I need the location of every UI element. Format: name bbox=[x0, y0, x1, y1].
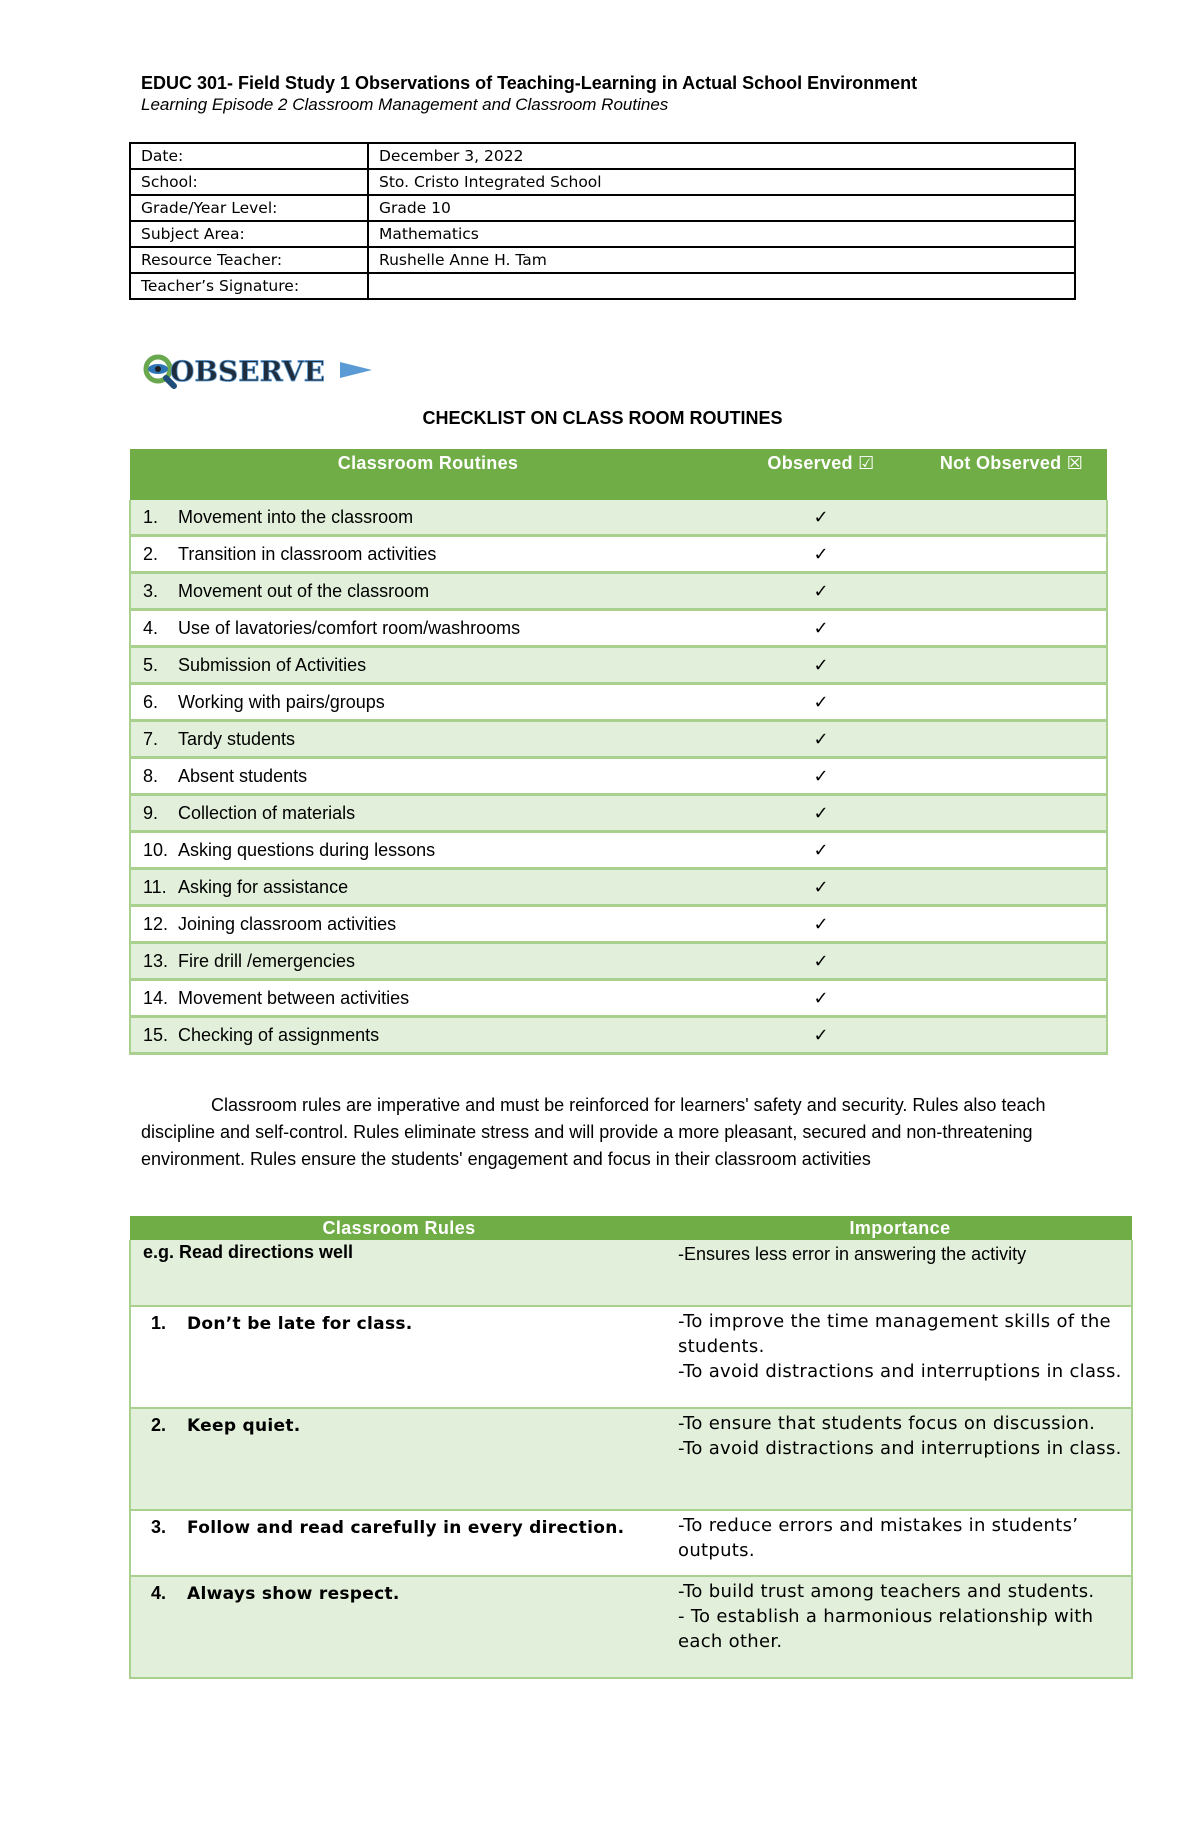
not-observed-cell bbox=[916, 684, 1107, 721]
info-label: Date: bbox=[130, 143, 368, 169]
routine-row bbox=[130, 980, 1107, 1017]
document-subtitle: Learning Episode 2 Classroom Management and Classroom Routines bbox=[141, 95, 669, 114]
not-observed-cell bbox=[916, 573, 1107, 610]
not-observed-cell bbox=[916, 832, 1107, 869]
observed-check-icon: ✓ bbox=[726, 610, 916, 647]
not-observed-cell bbox=[916, 721, 1107, 758]
info-value bbox=[368, 273, 1075, 299]
document-header bbox=[141, 72, 917, 116]
routine-row bbox=[130, 610, 1107, 647]
routine-row bbox=[130, 943, 1107, 980]
routine-row bbox=[130, 500, 1107, 536]
document-title: EDUC 301- Field Study 1 Observations of Teaching-Learning in Actual School Environment bbox=[141, 73, 918, 93]
routine-number: 8. bbox=[143, 765, 159, 786]
routine-row bbox=[130, 647, 1107, 684]
not-observed-cell bbox=[916, 500, 1107, 536]
routine-label bbox=[130, 795, 726, 832]
observe-logo-text: OBSERVE bbox=[170, 355, 325, 388]
rules-paragraph-text: Classroom rules are imperative and must be reinforced for learners' safety and security. Rules also teach discipline and self-control. Rules eliminate stress and will provide a more pleasant, secured and non-threatening environment. Rules ensure the students' engagement and focus in their classroom activities bbox=[141, 1095, 1046, 1169]
rules-row bbox=[130, 1510, 1132, 1576]
routine-text: Transition in classroom activities bbox=[178, 543, 437, 564]
info-value: Mathematics bbox=[368, 221, 1075, 247]
info-value: Grade 10 bbox=[368, 195, 1075, 221]
importance-cell bbox=[668, 1306, 1132, 1408]
info-value: December 3, 2022 bbox=[368, 143, 1075, 169]
routine-number: 5. bbox=[143, 654, 159, 675]
routine-row bbox=[130, 795, 1107, 832]
routine-label bbox=[130, 943, 726, 980]
routine-label bbox=[130, 536, 726, 573]
example-importance: -Ensures less error in answering the activity bbox=[668, 1240, 1132, 1306]
routine-text: Movement between activities bbox=[178, 987, 410, 1008]
importance-line: -To avoid distractions and interruptions in class. bbox=[678, 1438, 1122, 1459]
importance-line: -To ensure that students focus on discussion. bbox=[678, 1413, 1096, 1434]
info-row bbox=[130, 169, 1075, 195]
routine-number: 15. bbox=[143, 1024, 169, 1045]
routine-text: Joining classroom activities bbox=[178, 913, 397, 934]
importance-col-header: Importance bbox=[668, 1216, 1132, 1240]
observed-check-icon: ✓ bbox=[726, 647, 916, 684]
not-observed-cell bbox=[916, 869, 1107, 906]
routine-number: 14. bbox=[143, 987, 169, 1008]
routine-row bbox=[130, 832, 1107, 869]
routine-text: Asking questions during lessons bbox=[178, 839, 436, 860]
routines-table bbox=[129, 449, 1108, 1055]
info-label: Resource Teacher: bbox=[130, 247, 368, 273]
observed-check-icon: ✓ bbox=[726, 684, 916, 721]
not-observed-cell bbox=[916, 795, 1107, 832]
routine-row bbox=[130, 573, 1107, 610]
importance-line: -To avoid distractions and interruptions in class. bbox=[678, 1361, 1122, 1382]
observed-check-icon: ✓ bbox=[726, 869, 916, 906]
routine-text: Fire drill /emergencies bbox=[178, 950, 356, 971]
routine-label bbox=[130, 869, 726, 906]
rule-text: Follow and read carefully in every direction. bbox=[187, 1518, 625, 1538]
routine-row bbox=[130, 684, 1107, 721]
observed-check-icon: ✓ bbox=[726, 1017, 916, 1054]
not-observed-cell bbox=[916, 943, 1107, 980]
rule-cell bbox=[130, 1576, 668, 1678]
example-rule: e.g. Read directions well bbox=[130, 1240, 668, 1306]
routine-number: 4. bbox=[143, 617, 159, 638]
info-row bbox=[130, 221, 1075, 247]
routine-row bbox=[130, 721, 1107, 758]
rule-number: 4. bbox=[151, 1583, 167, 1603]
routine-row bbox=[130, 1017, 1107, 1054]
rules-paragraph bbox=[141, 1092, 1061, 1173]
info-row bbox=[130, 247, 1075, 273]
rule-text: Don’t be late for class. bbox=[187, 1314, 413, 1334]
routine-label bbox=[130, 573, 726, 610]
rule-number: 3. bbox=[151, 1517, 167, 1537]
routine-row bbox=[130, 758, 1107, 795]
routine-label bbox=[130, 980, 726, 1017]
not-observed-cell bbox=[916, 906, 1107, 943]
info-row bbox=[130, 273, 1075, 299]
rule-cell bbox=[130, 1510, 668, 1576]
observed-check-icon: ✓ bbox=[726, 536, 916, 573]
rule-number: 1. bbox=[151, 1313, 167, 1333]
routine-row bbox=[130, 536, 1107, 573]
routine-number: 11. bbox=[143, 876, 167, 897]
routine-label bbox=[130, 647, 726, 684]
importance-line: -To reduce errors and mistakes in students’ outputs. bbox=[678, 1515, 1079, 1561]
importance-line: - To establish a harmonious relationship with each other. bbox=[678, 1606, 1094, 1652]
routine-text: Tardy students bbox=[178, 728, 296, 749]
rules-col-header: Classroom Rules bbox=[130, 1216, 668, 1240]
info-label: School: bbox=[130, 169, 368, 195]
routine-text: Asking for assistance bbox=[178, 876, 349, 897]
routine-number: 9. bbox=[143, 802, 159, 823]
routine-label bbox=[130, 758, 726, 795]
observed-check-icon: ✓ bbox=[726, 795, 916, 832]
routine-row bbox=[130, 906, 1107, 943]
rules-header bbox=[130, 1216, 1132, 1240]
observed-check-icon: ✓ bbox=[726, 721, 916, 758]
routine-text: Movement out of the classroom bbox=[178, 580, 430, 601]
routine-label bbox=[130, 500, 726, 536]
routines-col-header: Classroom Routines bbox=[130, 449, 726, 500]
routine-label bbox=[130, 610, 726, 647]
rules-table bbox=[129, 1216, 1133, 1679]
rule-text: Always show respect. bbox=[187, 1584, 400, 1604]
rule-number: 2. bbox=[151, 1415, 167, 1435]
not-observed-col-header: Not Observed ☒ bbox=[916, 449, 1107, 500]
routine-text: Submission of Activities bbox=[178, 654, 367, 675]
info-table bbox=[129, 142, 1076, 300]
info-value: Rushelle Anne H. Tam bbox=[368, 247, 1075, 273]
observed-check-icon: ✓ bbox=[726, 980, 916, 1017]
not-observed-cell bbox=[916, 610, 1107, 647]
routine-number: 2. bbox=[143, 543, 159, 564]
not-observed-cell bbox=[916, 758, 1107, 795]
routine-label bbox=[130, 1017, 726, 1054]
routine-number: 13. bbox=[143, 950, 169, 971]
routine-number: 1. bbox=[143, 506, 159, 527]
rules-row bbox=[130, 1576, 1132, 1678]
not-observed-cell bbox=[916, 1017, 1107, 1054]
importance-cell bbox=[668, 1408, 1132, 1510]
routine-label bbox=[130, 684, 726, 721]
rules-example-row bbox=[130, 1240, 1132, 1306]
observed-check-icon: ✓ bbox=[726, 500, 916, 536]
routine-label bbox=[130, 906, 726, 943]
observed-check-icon: ✓ bbox=[726, 906, 916, 943]
importance-line: -To build trust among teachers and students. bbox=[678, 1581, 1095, 1602]
observe-logo bbox=[140, 348, 380, 394]
info-row bbox=[130, 143, 1075, 169]
routine-text: Absent students bbox=[178, 765, 308, 786]
routine-number: 6. bbox=[143, 691, 159, 712]
importance-cell bbox=[668, 1576, 1132, 1678]
importance-cell bbox=[668, 1510, 1132, 1576]
not-observed-cell bbox=[916, 647, 1107, 684]
routine-text: Checking of assignments bbox=[178, 1024, 380, 1045]
observed-check-icon: ✓ bbox=[726, 943, 916, 980]
routine-text: Collection of materials bbox=[178, 802, 356, 823]
not-observed-cell bbox=[916, 980, 1107, 1017]
routine-row bbox=[130, 869, 1107, 906]
info-label: Subject Area: bbox=[130, 221, 368, 247]
info-label: Grade/Year Level: bbox=[130, 195, 368, 221]
rules-row bbox=[130, 1306, 1132, 1408]
info-label: Teacher’s Signature: bbox=[130, 273, 368, 299]
rule-cell bbox=[130, 1408, 668, 1510]
observed-check-icon: ✓ bbox=[726, 832, 916, 869]
rule-text: Keep quiet. bbox=[187, 1416, 301, 1436]
observed-col-header: Observed ☑ bbox=[726, 449, 916, 500]
routine-text: Movement into the classroom bbox=[178, 506, 414, 527]
routine-text: Use of lavatories/comfort room/washrooms bbox=[178, 617, 521, 638]
checklist-title: CHECKLIST ON CLASS ROOM ROUTINES bbox=[422, 408, 783, 428]
routine-number: 10. bbox=[143, 839, 169, 860]
importance-line: -To improve the time management skills of the students. bbox=[678, 1311, 1111, 1357]
routine-label bbox=[130, 721, 726, 758]
routines-header bbox=[130, 449, 1107, 500]
observed-check-icon: ✓ bbox=[726, 573, 916, 610]
routine-number: 7. bbox=[143, 728, 159, 749]
routine-number: 3. bbox=[143, 580, 159, 601]
rules-row bbox=[130, 1408, 1132, 1510]
info-value: Sto. Cristo Integrated School bbox=[368, 169, 1075, 195]
rule-cell bbox=[130, 1306, 668, 1408]
info-row bbox=[130, 195, 1075, 221]
observed-check-icon: ✓ bbox=[726, 758, 916, 795]
routine-text: Working with pairs/groups bbox=[178, 691, 385, 712]
routine-number: 12. bbox=[143, 913, 169, 934]
not-observed-cell bbox=[916, 536, 1107, 573]
routine-label bbox=[130, 832, 726, 869]
